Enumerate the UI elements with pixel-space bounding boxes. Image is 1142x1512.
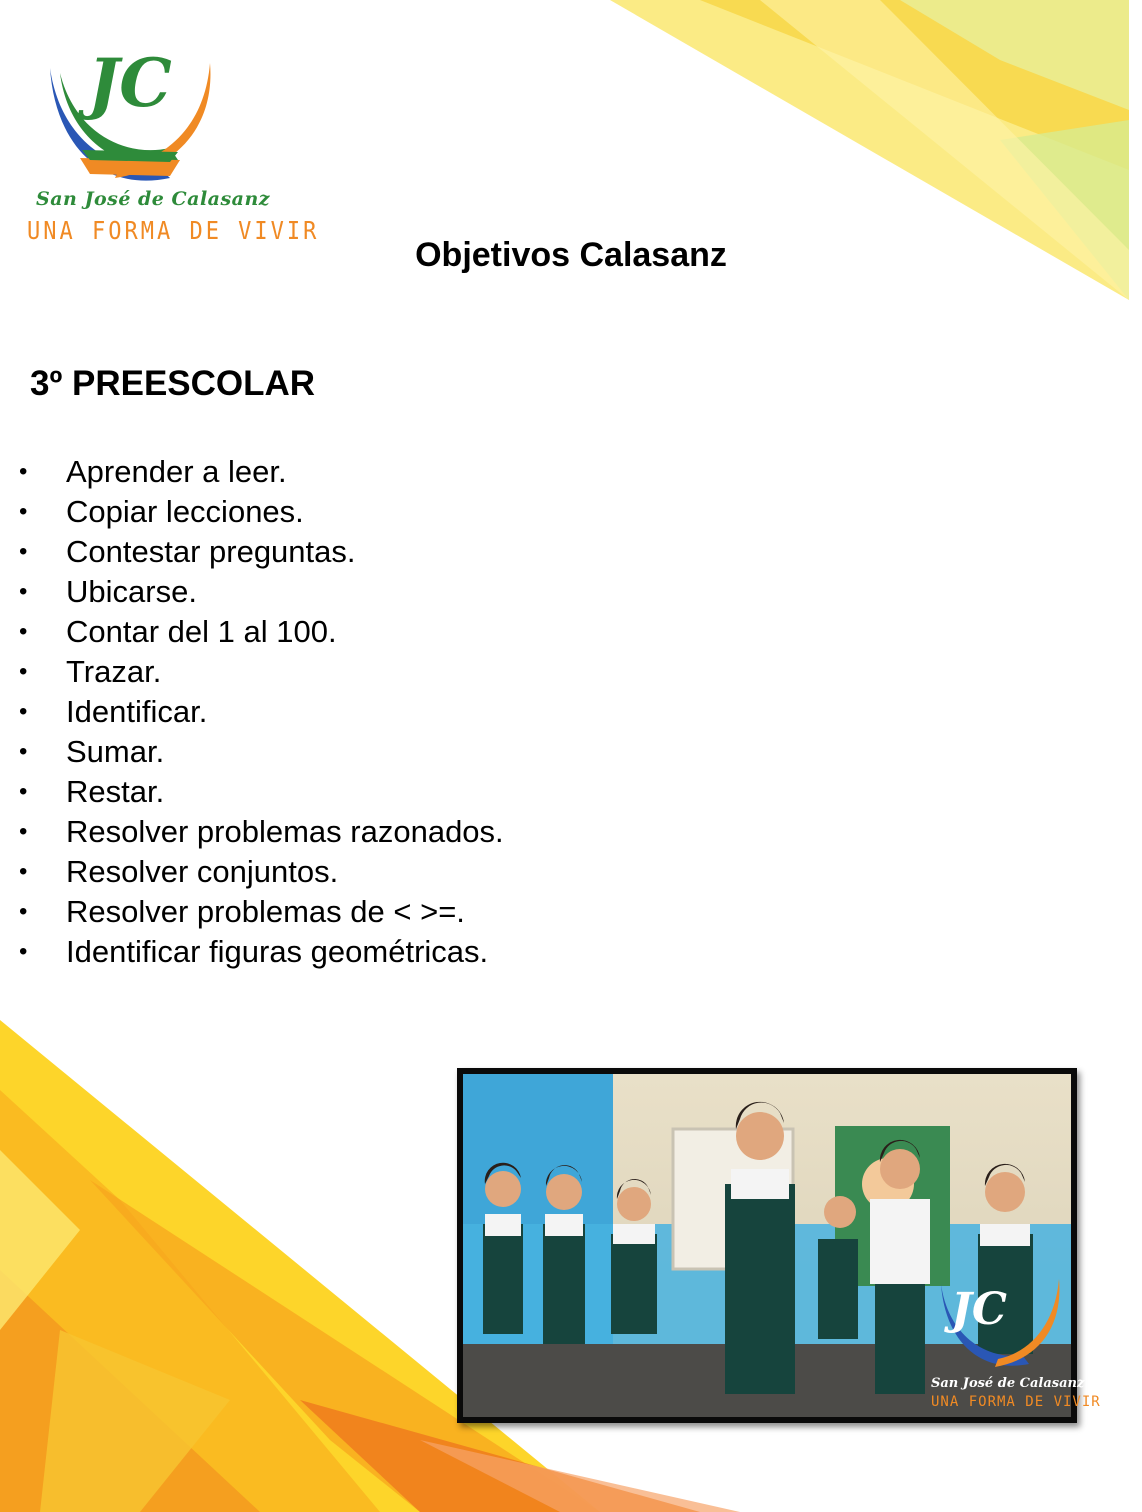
objective-text: Contar del 1 al 100. [66,614,337,649]
students-photo [457,1068,1101,1423]
objective-text: Trazar. [66,654,162,689]
list-item [0,612,504,652]
page-title: Objetivos Calasanz [415,236,727,274]
photo-logo-school-name: San José de Calasanz [931,1376,1085,1391]
list-item [0,692,504,732]
objective-text: Resolver problemas de < >=. [66,894,465,929]
grade-heading: 3º PREESCOLAR [30,364,316,403]
bullet-icon: • [19,498,28,525]
list-item [0,572,504,612]
list-item [0,732,504,772]
list-item [0,812,504,852]
list-item [0,892,504,932]
list-item [0,852,504,892]
bullet-icon: • [19,778,28,805]
objective-text: Sumar. [66,734,165,769]
bullet-icon: • [19,618,28,645]
objective-text: Identificar. [66,694,208,729]
bullet-icon: • [19,458,28,485]
objective-text: Aprender a leer. [66,454,287,489]
list-item [0,492,504,532]
bullet-icon: • [19,698,28,725]
school-logo [20,28,271,248]
photo-logo-motto: UNA FORMA DE VIVIR [931,1394,1101,1410]
objective-text: Ubicarse. [66,574,197,609]
photo-logo-monogram: JC [951,1284,1007,1335]
logo-motto: UNA FORMA DE VIVIR [27,217,320,246]
bullet-icon: • [19,578,28,605]
list-item [0,452,504,492]
logo-monogram: JC [88,44,172,122]
objective-text: Identificar figuras geométricas. [66,934,489,969]
bullet-icon: • [19,658,28,685]
list-item [0,532,504,572]
objective-text: Copiar lecciones. [66,494,304,529]
list-item [0,772,504,812]
bullet-icon: • [19,898,28,925]
objective-text: Resolver conjuntos. [66,854,339,889]
list-item [0,932,504,972]
logo-school-name: San José de Calasanz [36,188,271,210]
bullet-icon: • [19,538,28,565]
objective-text: Resolver problemas razonados. [66,814,504,849]
bullet-icon: • [19,858,28,885]
objectives-list [0,452,504,972]
bullet-icon: • [19,938,28,965]
bullet-icon: • [19,738,28,765]
objective-text: Restar. [66,774,165,809]
list-item [0,652,504,692]
objective-text: Contestar preguntas. [66,534,356,569]
students-illustration [463,1074,1101,1417]
bullet-icon: • [19,818,28,845]
